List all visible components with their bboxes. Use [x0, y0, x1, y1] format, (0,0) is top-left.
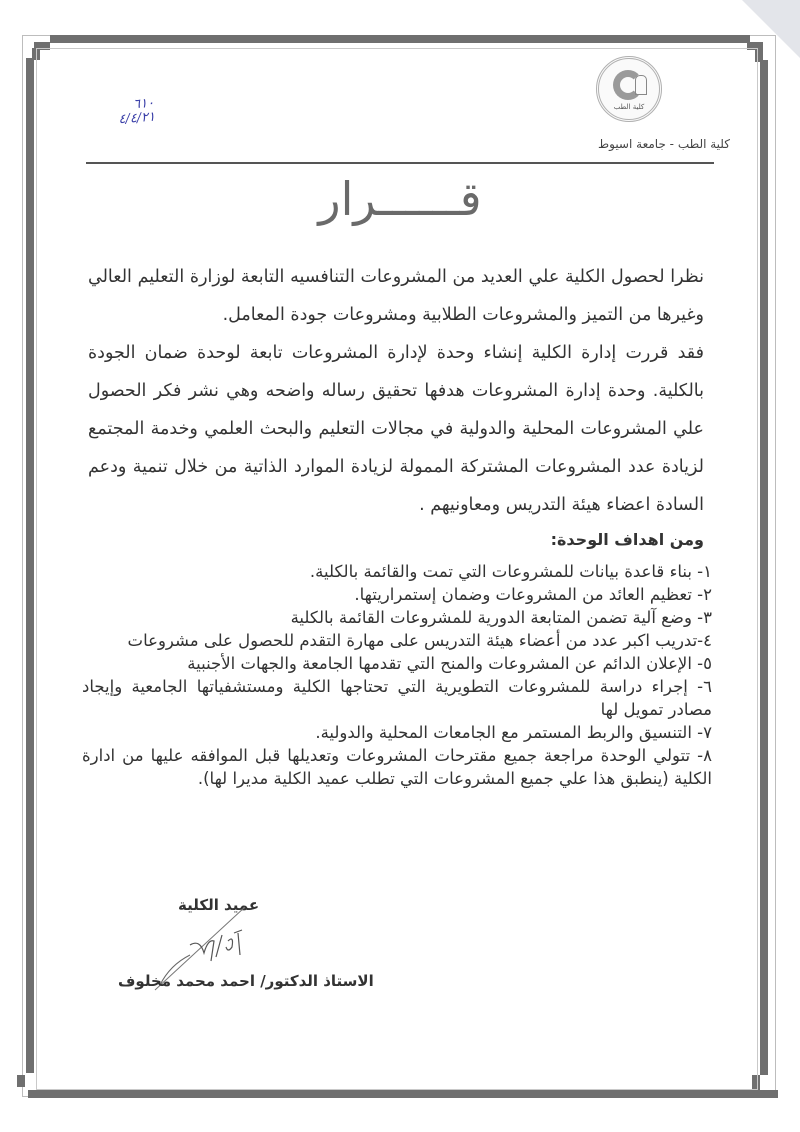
goal-item: ١- بناء قاعدة بيانات للمشروعات التي تمت والقائمة بالكلية. — [309, 562, 712, 581]
goal-item: ٢- تعظيم العائد من المشروعات وضمان إستمراريتها. — [354, 585, 712, 604]
faculty-name: كلية الطب - جامعة اسيوط — [598, 137, 730, 151]
header-divider — [86, 162, 714, 164]
goal-item: ٨- تتولي الوحدة مراجعة جميع مقترحات المشروعات وتعديلها قبل الموافقه عليها من ادارة الكلية (ينطبق هذا علي جميع المشروعات التي تطلب عميد الكلية مديرا لها). — [82, 746, 712, 788]
decision-body — [88, 258, 704, 524]
logo-text: كلية الطب — [613, 103, 645, 111]
handwritten-number: ٦١٠ — [132, 95, 155, 113]
frame-border-bottom — [28, 1090, 778, 1098]
goals-heading: ومن اهداف الوحدة: — [550, 530, 704, 549]
signatory-name: الاستاذ الدكتور/ احمد محمد مخلوف — [118, 972, 374, 990]
mosque-icon — [635, 75, 647, 95]
frame-border-top — [50, 35, 750, 43]
frame-corner — [17, 1075, 25, 1087]
document-title: قــــــرار — [318, 172, 482, 226]
signatory-title: عميد الكلية — [178, 896, 260, 914]
goal-item: ٧- التنسيق والربط المستمر مع الجامعات المحلية والدولية. — [315, 723, 712, 742]
body-paragraph: نظرا لحصول الكلية علي العديد من المشروعات التنافسيه التابعة لوزارة التعليم العالي وغيرها من التميز والمشروعات الطلابية ومشروعات جودة المعامل. — [88, 267, 704, 325]
goal-item: ٣- وضع آلية تضمن المتابعة الدورية للمشروعات القائمة بالكلية — [290, 608, 712, 627]
goal-item: ٥- الإعلان الدائم عن المشروعات والمنح التي تقدمها الجامعة والجهات الأجنبية — [187, 654, 712, 673]
handwritten-reference — [117, 97, 156, 127]
body-paragraph: فقد قررت إدارة الكلية إنشاء وحدة لإدارة المشروعات تابعة لوحدة ضمان الجودة بالكلية. وحدة إدارة المشروعات هدفها تحقيق رساله واضحه وهي نشر فكر الحصول علي المشروعات المحلية والدولية في مجالات التعليم والبحث العلمي وخدمة المجتمع لزيادة عدد المشروعات المشتركة الممولة لزيادة الموارد الذاتية من خلال تنمية ودعم السادة اعضاء هيئة التدريس ومعاونيهم . — [88, 343, 704, 515]
handwritten-date: ٤/٤/٢١ — [117, 109, 156, 128]
faculty-logo — [596, 56, 662, 122]
goal-item: ٦- إجراء دراسة للمشروعات التطويرية التي تحتاجها الكلية ومستشفياتها الجامعية وإيجاد مصادر تمويل لها — [82, 677, 712, 719]
goals-list — [82, 560, 712, 790]
goal-item: ٤-تدريب اكبر عدد من أعضاء هيئة التدريس على مهارة التقدم للحصول على مشروعات — [127, 631, 712, 650]
